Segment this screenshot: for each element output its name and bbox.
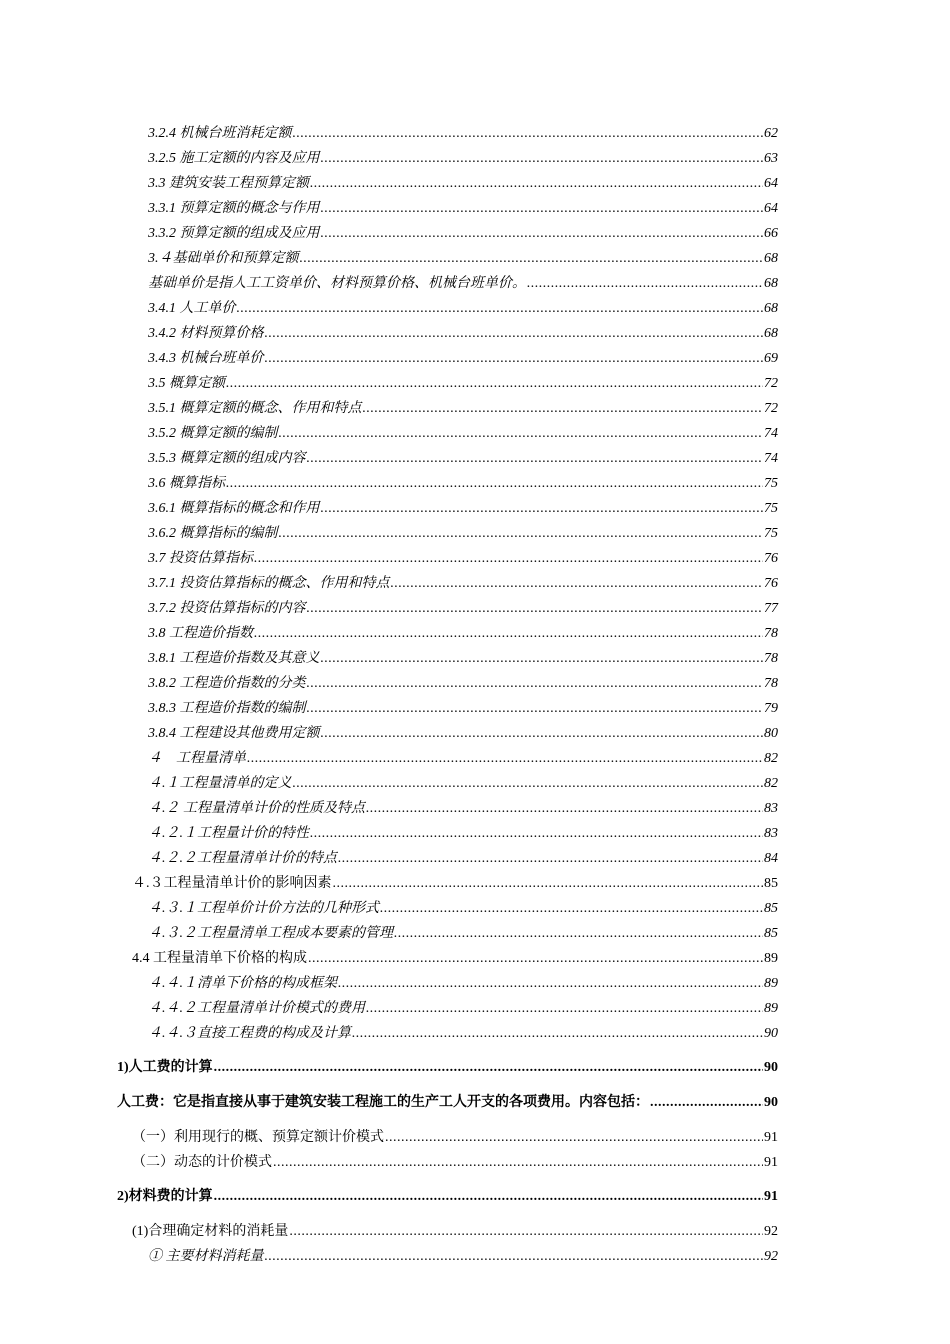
toc-entry[interactable]: [148, 775, 778, 793]
toc-entry-page: 76: [764, 576, 778, 591]
toc-entry-page: 90: [764, 1060, 778, 1075]
toc-entry[interactable]: [132, 1129, 778, 1147]
toc-entry-title: 3.2.5 施工定额的内容及应用: [148, 151, 320, 166]
toc-entry[interactable]: [148, 325, 778, 343]
toc-entry-title: 3.4.3 机械台班单价: [148, 351, 264, 366]
toc-entry-page: 84: [764, 851, 778, 866]
toc-entry[interactable]: [148, 425, 778, 443]
toc-entry-title: 3.3 建筑安装工程预算定额: [148, 176, 309, 191]
toc-entry-page: 82: [764, 751, 778, 766]
toc-entry-title: 3.5 概算定额: [148, 376, 225, 391]
toc-entry-title: ４.４.３直接工程费的构成及计算: [148, 1026, 351, 1041]
dot-leader: [366, 800, 763, 818]
toc-entry[interactable]: [148, 175, 778, 193]
toc-entry-page: 76: [764, 551, 778, 566]
toc-entry-page: 74: [764, 426, 778, 441]
dot-leader: [338, 975, 763, 993]
toc-entry[interactable]: [132, 1223, 778, 1241]
dot-leader: [385, 1129, 763, 1147]
toc-entry-page: 68: [764, 251, 778, 266]
dot-leader: [366, 1000, 763, 1018]
dot-leader: [308, 950, 763, 968]
toc-entry[interactable]: [148, 125, 778, 143]
toc-entry[interactable]: [132, 950, 778, 968]
toc-entry-page: 72: [764, 401, 778, 416]
dot-leader: [279, 425, 764, 443]
dot-leader: [352, 1025, 763, 1043]
toc-entry-title: 1)人工费的计算: [117, 1060, 213, 1075]
toc-entry-title: 3.5.1 概算定额的概念、作用和特点: [148, 401, 362, 416]
toc-entry-title: 3.6.1 概算指标的概念和作用: [148, 501, 320, 516]
toc-entry-page: 82: [764, 776, 778, 791]
toc-entry[interactable]: [148, 625, 778, 643]
dot-leader: [527, 275, 763, 293]
toc-entry-page: 69: [764, 351, 778, 366]
toc-entry-title: 3.5.2 概算定额的编制: [148, 426, 278, 441]
dot-leader: [321, 200, 764, 218]
toc-entry[interactable]: [148, 925, 778, 943]
toc-entry[interactable]: [148, 475, 778, 493]
toc-entry-title: ４.１工程量清单的定义: [148, 776, 292, 791]
dot-leader: [394, 925, 763, 943]
toc-entry-page: 78: [764, 676, 778, 691]
toc-entry-title: 3.4.1 人工单价: [148, 301, 236, 316]
toc-entry-title: 3.8.4 工程建设其他费用定额: [148, 726, 320, 741]
dot-leader: [338, 850, 763, 868]
dot-leader: [254, 550, 763, 568]
toc-entry-page: 72: [764, 376, 778, 391]
toc-entry-title: 3.2.4 机械台班消耗定额: [148, 126, 292, 141]
toc-entry[interactable]: [148, 700, 778, 718]
toc-entry-page: 80: [764, 726, 778, 741]
toc-entry-page: 85: [764, 876, 778, 891]
dot-leader: [214, 1059, 763, 1077]
toc-entry[interactable]: [148, 225, 778, 243]
toc-entry-title: 3.8.1 工程造价指数及其意义: [148, 651, 320, 666]
toc-entry-page: 66: [764, 226, 778, 241]
toc-entry[interactable]: [148, 400, 778, 418]
toc-entry[interactable]: [148, 750, 778, 768]
toc-entry-page: 68: [764, 301, 778, 316]
toc-entry-title: 3.4.2 材料预算价格: [148, 326, 264, 341]
dot-leader: [237, 300, 764, 318]
toc-entry-page: 64: [764, 201, 778, 216]
dot-leader: [321, 725, 764, 743]
dot-leader: [307, 700, 764, 718]
dot-leader: [289, 1223, 763, 1241]
toc-entry-title: 3.3.1 预算定额的概念与作用: [148, 201, 320, 216]
toc-entry-title: ４.３.１工程单价计价方法的几种形式: [148, 901, 379, 916]
toc-entry-page: 79: [764, 701, 778, 716]
dot-leader: [265, 1248, 764, 1266]
toc-entry-page: 85: [764, 901, 778, 916]
toc-entry-page: 62: [764, 126, 778, 141]
toc-entry-page: 85: [764, 926, 778, 941]
dot-leader: [247, 750, 763, 768]
dot-leader: [310, 175, 763, 193]
dot-leader: [321, 500, 764, 518]
dot-leader: [279, 525, 764, 543]
toc-entry-page: 75: [764, 526, 778, 541]
toc-entry-page: 92: [764, 1224, 778, 1239]
dot-leader: [254, 625, 763, 643]
dot-leader: [307, 600, 764, 618]
toc-entry-title: 3.8.3 工程造价指数的编制: [148, 701, 306, 716]
toc-entry-title: （一）利用现行的概、预算定额计价模式: [132, 1130, 384, 1145]
dot-leader: [300, 250, 764, 268]
toc-entry[interactable]: [148, 550, 778, 568]
toc-entry-title: 3.7 投资估算指标: [148, 551, 253, 566]
toc-entry[interactable]: [148, 500, 778, 518]
toc-entry-title: ４.３.２工程量清单工程成本要素的管理: [148, 926, 393, 941]
toc-entry[interactable]: [117, 1059, 778, 1077]
toc-entry[interactable]: [148, 850, 778, 868]
dot-leader: [273, 1154, 763, 1172]
toc-entry-title: ４.２.２工程量清单计价的特点: [148, 851, 337, 866]
toc-entry-page: 77: [764, 601, 778, 616]
toc-entry-page: 89: [764, 1001, 778, 1016]
toc-entry-page: 83: [764, 826, 778, 841]
toc-entry-title: 3.４基础单价和预算定额: [148, 251, 299, 266]
toc-entry-title: ① 主要材料消耗量: [148, 1249, 264, 1264]
toc-entry-title: （二）动态的计价模式: [132, 1155, 272, 1170]
toc-entry[interactable]: [148, 650, 778, 668]
toc-entry-page: 74: [764, 451, 778, 466]
toc-entry[interactable]: [117, 1188, 778, 1206]
toc-entry-page: 91: [764, 1189, 778, 1204]
dot-leader: [333, 875, 764, 893]
dot-leader: [226, 375, 763, 393]
toc-entry-title: ４.２ 工程量清单计价的性质及特点: [148, 801, 365, 816]
toc-entry-page: 89: [764, 951, 778, 966]
dot-leader: [321, 150, 764, 168]
dot-leader: [307, 450, 764, 468]
toc-entry-title: 3.5.3 概算定额的组成内容: [148, 451, 306, 466]
toc-entry-title: 3.7.1 投资估算指标的概念、作用和特点: [148, 576, 390, 591]
toc-entry-page: 63: [764, 151, 778, 166]
dot-leader: [265, 350, 764, 368]
toc-entry-title: (1)合理确定材料的消耗量: [132, 1224, 289, 1239]
toc-entry-title: 4.4 工程量清单下价格的构成: [132, 951, 307, 966]
toc-entry[interactable]: [148, 1025, 778, 1043]
toc-entry[interactable]: [148, 250, 778, 268]
toc-entry-title: 3.8.2 工程造价指数的分类: [148, 676, 306, 691]
toc-entry-page: 91: [764, 1155, 778, 1170]
dot-leader: [363, 400, 764, 418]
toc-entry[interactable]: [148, 1248, 778, 1266]
dot-leader: [380, 900, 763, 918]
toc-entry-page: 68: [764, 276, 778, 291]
toc-entry[interactable]: [148, 600, 778, 618]
dot-leader: [214, 1188, 763, 1206]
toc-entry[interactable]: [148, 275, 778, 293]
toc-entry-title: ４.３工程量清单计价的影响因素: [132, 876, 332, 891]
toc-entry[interactable]: [148, 150, 778, 168]
dot-leader: [265, 325, 764, 343]
dot-leader: [391, 575, 764, 593]
toc-entry-title: 3.6.2 概算指标的编制: [148, 526, 278, 541]
toc-entry-page: 91: [764, 1130, 778, 1145]
dot-leader: [293, 125, 764, 143]
toc-entry-page: 90: [764, 1095, 778, 1110]
toc-entry[interactable]: [148, 575, 778, 593]
toc-entry[interactable]: [148, 675, 778, 693]
toc-entry[interactable]: [148, 375, 778, 393]
toc-entry[interactable]: [148, 825, 778, 843]
toc-entry-page: 75: [764, 476, 778, 491]
dot-leader: [650, 1094, 763, 1112]
toc-entry-page: 78: [764, 626, 778, 641]
dot-leader: [321, 225, 764, 243]
toc-entry[interactable]: [148, 350, 778, 368]
toc-entry[interactable]: [148, 1000, 778, 1018]
toc-entry-page: 68: [764, 326, 778, 341]
toc-entry-title: 3.8 工程造价指数: [148, 626, 253, 641]
toc-entry[interactable]: [148, 800, 778, 818]
toc-entry-title: 基础单价是指人工工资单价、材料预算价格、机械台班单价。: [148, 276, 526, 291]
toc-entry[interactable]: [148, 900, 778, 918]
toc-entry-title: 3.7.2 投资估算指标的内容: [148, 601, 306, 616]
toc-entry-page: 89: [764, 976, 778, 991]
toc-entry[interactable]: [132, 875, 778, 893]
toc-entry-title: ４.４.２工程量清单计价模式的费用: [148, 1001, 365, 1016]
toc-entry[interactable]: [148, 975, 778, 993]
toc-entry[interactable]: [148, 725, 778, 743]
toc-entry[interactable]: [148, 450, 778, 468]
dot-leader: [293, 775, 764, 793]
toc-entry-page: 83: [764, 801, 778, 816]
toc-entry-title: ４.２.１工程量计价的特性: [148, 826, 309, 841]
toc-entry-title: 人工费：它是指直接从事于建筑安装工程施工的生产工人开支的各项费用。内容包括：: [117, 1095, 649, 1110]
toc-entry[interactable]: [117, 1094, 778, 1112]
toc-entry-page: 64: [764, 176, 778, 191]
dot-leader: [321, 650, 764, 668]
dot-leader: [226, 475, 763, 493]
toc-entry[interactable]: [132, 1154, 778, 1172]
toc-entry-page: 78: [764, 651, 778, 666]
toc-entry-title: 3.6 概算指标: [148, 476, 225, 491]
toc-entry-title: 3.3.2 预算定额的组成及应用: [148, 226, 320, 241]
toc-entry-title: ４.４.１清单下价格的构成框架: [148, 976, 337, 991]
toc-entry[interactable]: [148, 525, 778, 543]
toc-entry-page: 92: [764, 1249, 778, 1264]
toc-entry[interactable]: [148, 200, 778, 218]
dot-leader: [310, 825, 763, 843]
toc-entry[interactable]: [148, 300, 778, 318]
toc-entry-title: ４ 工程量清单: [148, 751, 246, 766]
toc-entry-page: 75: [764, 501, 778, 516]
toc-entry-page: 90: [764, 1026, 778, 1041]
toc-entry-title: 2)材料费的计算: [117, 1189, 213, 1204]
dot-leader: [307, 675, 764, 693]
